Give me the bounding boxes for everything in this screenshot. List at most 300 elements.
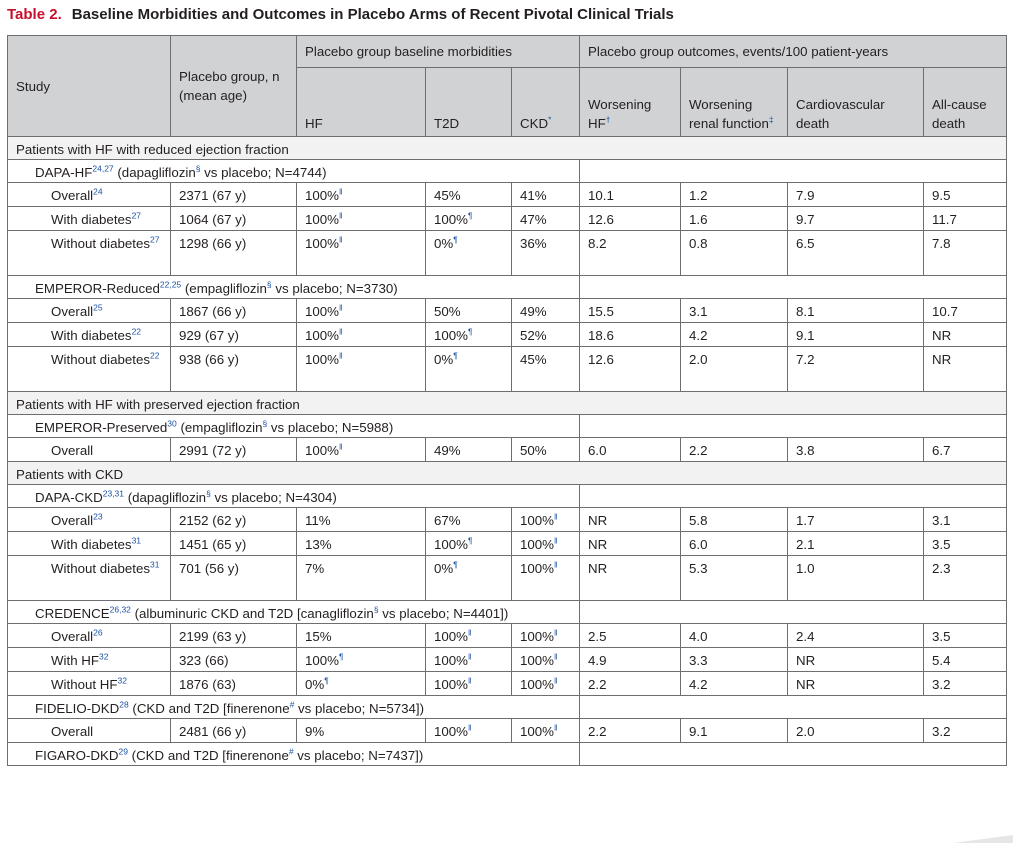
cell-cv-death: 1.7 — [788, 508, 924, 532]
header-outcomes: Placebo group outcomes, events/100 patient-years — [580, 36, 1007, 68]
table-row — [8, 648, 1007, 672]
cell-hf-footnote: ‖ — [339, 326, 343, 337]
trial-row — [8, 696, 1007, 719]
header-row-1 — [8, 36, 1007, 68]
cell-hf — [297, 648, 426, 672]
subgroup-ref: 27 — [131, 210, 142, 221]
cell-cv-death: 1.0 — [788, 556, 924, 601]
trial-description: (empagliflozin — [180, 420, 263, 435]
cell-placebo-n: 2152 (62 y) — [171, 508, 297, 532]
subgroup-label — [8, 231, 171, 276]
header-worsening-hf-label: Worsening HF — [588, 97, 652, 131]
cell-ckd-footnote: ‖ — [554, 559, 558, 570]
trial-description: (albuminuric CKD and T2D [canagliflozin — [134, 606, 374, 621]
trial-row — [8, 160, 1007, 183]
table-row — [8, 719, 1007, 743]
trial-row-empty-cell — [580, 743, 1007, 766]
cell-hf-value: 100% — [305, 212, 340, 227]
trial-row — [8, 485, 1007, 508]
cell-t2d-footnote: ¶ — [468, 210, 473, 221]
trial-label — [8, 276, 580, 299]
table-row — [8, 231, 1007, 276]
cell-hf-footnote: ‖ — [339, 234, 343, 245]
cell-all-cause-death: 6.7 — [924, 438, 1007, 462]
cell-ckd — [512, 438, 580, 462]
cell-t2d — [426, 207, 512, 231]
cell-hf-value: 7% — [305, 561, 325, 576]
cell-worsening-hf: 18.6 — [580, 323, 681, 347]
trial-description: (dapagliflozin — [127, 490, 207, 505]
cell-placebo-n: 938 (66 y) — [171, 347, 297, 392]
cell-hf-footnote: ¶ — [339, 651, 344, 662]
table-row — [8, 207, 1007, 231]
cell-worsening-hf: 15.5 — [580, 299, 681, 323]
subgroup-ref: 23 — [93, 511, 103, 522]
cell-all-cause-death: 9.5 — [924, 183, 1007, 207]
cell-t2d — [426, 532, 512, 556]
cell-cv-death: 2.0 — [788, 719, 924, 743]
cell-ckd — [512, 207, 580, 231]
trial-refs: 26,32 — [109, 604, 131, 615]
trial-description: (CKD and T2D [finerenone — [132, 701, 290, 716]
header-worsening-hf-footnote: † — [605, 114, 611, 125]
subgroup-label — [8, 672, 171, 696]
cell-ckd-value: 50% — [520, 443, 547, 458]
cell-worsening-hf: 10.1 — [580, 183, 681, 207]
cell-hf-footnote: ‖ — [339, 441, 343, 452]
cell-all-cause-death: 3.2 — [924, 672, 1007, 696]
cell-placebo-n: 323 (66) — [171, 648, 297, 672]
table-row — [8, 183, 1007, 207]
cell-t2d-value: 50% — [434, 304, 461, 319]
cell-t2d-footnote: ‖ — [468, 627, 472, 638]
cell-ckd-value: 52% — [520, 328, 547, 343]
cell-hf-footnote: ‖ — [339, 350, 343, 361]
trial-label — [8, 696, 580, 719]
trial-refs: 24,27 — [92, 163, 114, 174]
cell-t2d — [426, 719, 512, 743]
cell-worsening-hf: 6.0 — [580, 438, 681, 462]
trial-description: (dapagliflozin — [117, 165, 196, 180]
subgroup-label — [8, 183, 171, 207]
cell-placebo-n: 1064 (67 y) — [171, 207, 297, 231]
cell-t2d — [426, 556, 512, 601]
cell-hf-value: 100% — [305, 653, 340, 668]
cell-t2d-footnote: ¶ — [468, 535, 473, 546]
trial-refs: 30 — [167, 418, 177, 429]
cell-worsening-renal: 2.0 — [681, 347, 788, 392]
subgroup-name: Overall — [51, 188, 94, 203]
subgroup-name: With diabetes — [51, 537, 132, 552]
table-row — [8, 672, 1007, 696]
subgroup-label — [8, 532, 171, 556]
trial-description: (empagliflozin — [184, 281, 267, 296]
trial-description: (CKD and T2D [finerenone — [131, 748, 289, 763]
subgroup-ref: 22 — [150, 350, 160, 361]
cell-hf-footnote: ‖ — [339, 302, 343, 313]
table-row — [8, 556, 1007, 601]
cell-hf-value: 15% — [305, 629, 332, 644]
cell-hf-value: 11% — [305, 513, 331, 528]
cell-placebo-n: 1451 (65 y) — [171, 532, 297, 556]
cell-t2d-value: 100% — [434, 724, 469, 739]
cell-worsening-hf: 12.6 — [580, 347, 681, 392]
cell-worsening-renal: 5.3 — [681, 556, 788, 601]
cell-hf-footnote: ‖ — [339, 186, 343, 197]
cell-cv-death: 2.4 — [788, 624, 924, 648]
subgroup-ref: 27 — [150, 234, 160, 245]
table-caption — [7, 6, 674, 23]
cell-all-cause-death: 3.5 — [924, 624, 1007, 648]
table-row — [8, 624, 1007, 648]
cell-t2d-value: 67% — [434, 513, 461, 528]
cell-placebo-n: 701 (56 y) — [171, 556, 297, 601]
cell-placebo-n: 2199 (63 y) — [171, 624, 297, 648]
trial-description-end: vs placebo; N=5988) — [267, 420, 394, 435]
cell-placebo-n: 2481 (66 y) — [171, 719, 297, 743]
cell-ckd-value: 100% — [520, 561, 555, 576]
header-worsening-renal — [681, 68, 788, 137]
subgroup-name: Overall — [51, 513, 94, 528]
header-cv-death: Cardiovascular death — [788, 68, 924, 137]
cell-all-cause-death: 11.7 — [924, 207, 1007, 231]
cell-ckd — [512, 532, 580, 556]
cell-worsening-hf: 2.2 — [580, 719, 681, 743]
trial-description-end: vs placebo; N=4304) — [210, 490, 337, 505]
cell-worsening-renal: 1.6 — [681, 207, 788, 231]
cell-ckd-footnote: ‖ — [554, 511, 558, 522]
subgroup-label — [8, 556, 171, 601]
cell-worsening-hf: NR — [580, 532, 681, 556]
trial-row — [8, 415, 1007, 438]
subgroup-ref: 22 — [131, 326, 142, 337]
cell-worsening-hf: NR — [580, 556, 681, 601]
cell-t2d-value: 0% — [434, 352, 454, 367]
cell-placebo-n: 1867 (66 y) — [171, 299, 297, 323]
trial-refs: 28 — [119, 699, 129, 710]
cell-ckd-value: 100% — [520, 677, 555, 692]
outcomes-table — [7, 35, 1007, 766]
section-label: Patients with CKD — [8, 462, 1007, 485]
cell-t2d-footnote: ¶ — [453, 350, 458, 361]
cell-t2d — [426, 438, 512, 462]
cell-worsening-hf: 4.9 — [580, 648, 681, 672]
cell-t2d — [426, 299, 512, 323]
subgroup-ref: 31 — [150, 559, 160, 570]
section-label: Patients with HF with reduced ejection fraction — [8, 137, 1007, 160]
cell-worsening-hf: NR — [580, 508, 681, 532]
trial-row-empty-cell — [580, 485, 1007, 508]
cell-hf-footnote: ‖ — [339, 210, 343, 221]
trial-name: EMPEROR-Reduced — [35, 281, 160, 296]
subgroup-name: With diabetes — [51, 328, 132, 343]
cell-ckd-footnote: ‖ — [554, 651, 558, 662]
table-row — [8, 299, 1007, 323]
cell-ckd-footnote: ‖ — [554, 722, 558, 733]
cell-ckd-value: 100% — [520, 629, 555, 644]
subgroup-name: Overall — [51, 724, 94, 739]
trial-drug-footnote: § — [262, 418, 268, 429]
cell-t2d-value: 100% — [434, 653, 469, 668]
subgroup-label — [8, 299, 171, 323]
cell-ckd-footnote: ‖ — [554, 627, 558, 638]
subgroup-ref: 26 — [93, 627, 103, 638]
cell-ckd — [512, 508, 580, 532]
subgroup-name: With diabetes — [51, 212, 132, 227]
cell-worsening-hf: 2.5 — [580, 624, 681, 648]
cell-ckd-value: 100% — [520, 513, 555, 528]
cell-worsening-hf: 2.2 — [580, 672, 681, 696]
subgroup-name: Without diabetes — [51, 352, 151, 367]
trial-name: FIDELIO-DKD — [35, 701, 120, 716]
cell-cv-death: NR — [788, 648, 924, 672]
cell-ckd — [512, 719, 580, 743]
trial-label — [8, 601, 580, 624]
cell-cv-death: 8.1 — [788, 299, 924, 323]
cell-t2d — [426, 508, 512, 532]
cell-hf-value: 9% — [305, 724, 325, 739]
cell-ckd — [512, 231, 580, 276]
cell-t2d-value: 100% — [434, 629, 469, 644]
subgroup-name: Overall — [51, 629, 94, 644]
header-worsening-hf — [580, 68, 681, 137]
cell-t2d — [426, 231, 512, 276]
cell-worsening-hf: 8.2 — [580, 231, 681, 276]
cell-t2d-footnote: ¶ — [453, 559, 458, 570]
cell-t2d-value: 49% — [434, 443, 461, 458]
cell-cv-death: 9.7 — [788, 207, 924, 231]
table-row — [8, 508, 1007, 532]
trial-label — [8, 415, 580, 438]
subgroup-name: With HF — [51, 653, 100, 668]
cell-all-cause-death: 3.2 — [924, 719, 1007, 743]
cell-hf-value: 13% — [305, 537, 332, 552]
header-baseline-morbidities: Placebo group baseline morbidities — [297, 36, 580, 68]
cell-worsening-renal: 5.8 — [681, 508, 788, 532]
cell-ckd-footnote: ‖ — [554, 675, 558, 686]
cell-cv-death: 7.2 — [788, 347, 924, 392]
cell-hf — [297, 207, 426, 231]
cell-placebo-n: 2371 (67 y) — [171, 183, 297, 207]
subgroup-label — [8, 323, 171, 347]
header-ckd — [512, 68, 580, 137]
trial-label — [8, 485, 580, 508]
cell-ckd-value: 100% — [520, 724, 555, 739]
section-row — [8, 462, 1007, 485]
cell-hf — [297, 438, 426, 462]
cell-t2d — [426, 323, 512, 347]
trial-row — [8, 743, 1007, 766]
trial-drug-footnote: § — [266, 279, 272, 290]
cell-hf-footnote: ¶ — [324, 675, 329, 686]
subgroup-name: Without diabetes — [51, 236, 151, 251]
cell-hf — [297, 323, 426, 347]
subgroup-name: Overall — [51, 443, 94, 458]
cell-hf — [297, 299, 426, 323]
cell-hf — [297, 231, 426, 276]
cell-placebo-n: 1298 (66 y) — [171, 231, 297, 276]
header-study: Study — [8, 36, 171, 137]
cell-cv-death: 9.1 — [788, 323, 924, 347]
cell-ckd-value: 100% — [520, 537, 555, 552]
table-row — [8, 532, 1007, 556]
trial-label — [8, 160, 580, 183]
cell-cv-death: NR — [788, 672, 924, 696]
subgroup-label — [8, 648, 171, 672]
cell-worsening-renal: 4.2 — [681, 672, 788, 696]
cell-t2d-value: 100% — [434, 677, 469, 692]
trial-description-end: vs placebo; N=4744) — [200, 165, 327, 180]
cell-hf — [297, 556, 426, 601]
cell-t2d-footnote: ¶ — [453, 234, 458, 245]
cell-hf-value: 100% — [305, 352, 340, 367]
subgroup-name: Without diabetes — [51, 561, 151, 576]
trial-description-end: vs placebo; N=7437]) — [293, 748, 424, 763]
cell-worsening-renal: 4.2 — [681, 323, 788, 347]
cell-all-cause-death: 3.5 — [924, 532, 1007, 556]
cell-ckd-value: 41% — [520, 188, 547, 203]
header-ckd-label: CKD — [520, 116, 549, 131]
cell-t2d — [426, 624, 512, 648]
cell-hf — [297, 672, 426, 696]
trial-row — [8, 276, 1007, 299]
table-row — [8, 438, 1007, 462]
cell-hf-value: 100% — [305, 236, 340, 251]
subgroup-label — [8, 508, 171, 532]
subgroup-label — [8, 207, 171, 231]
cell-all-cause-death: 3.1 — [924, 508, 1007, 532]
trial-row-empty-cell — [580, 601, 1007, 624]
cell-placebo-n: 2991 (72 y) — [171, 438, 297, 462]
trial-refs: 22,25 — [159, 279, 182, 290]
table-row — [8, 323, 1007, 347]
cell-hf-value: 100% — [305, 304, 340, 319]
cell-hf-value: 100% — [305, 188, 340, 203]
cell-ckd-value: 45% — [520, 352, 547, 367]
cell-worsening-renal: 4.0 — [681, 624, 788, 648]
trial-row-empty-cell — [580, 696, 1007, 719]
cell-ckd — [512, 347, 580, 392]
subgroup-label — [8, 624, 171, 648]
cell-ckd — [512, 183, 580, 207]
cell-ckd — [512, 624, 580, 648]
cell-worsening-renal: 3.1 — [681, 299, 788, 323]
cell-all-cause-death: 7.8 — [924, 231, 1007, 276]
cell-all-cause-death: NR — [924, 347, 1007, 392]
cell-hf-value: 100% — [305, 328, 340, 343]
cell-worsening-renal: 3.3 — [681, 648, 788, 672]
header-t2d: T2D — [426, 68, 512, 137]
cell-cv-death: 7.9 — [788, 183, 924, 207]
trial-row-empty-cell — [580, 415, 1007, 438]
subgroup-ref: 32 — [117, 675, 127, 686]
cell-ckd — [512, 672, 580, 696]
header-placebo-group: Placebo group, n (mean age) — [171, 36, 297, 137]
trial-name: CREDENCE — [35, 606, 110, 621]
header-worsening-renal-label: Worsening renal function — [689, 97, 769, 131]
cell-t2d-footnote: ¶ — [468, 326, 473, 337]
subgroup-label — [8, 438, 171, 462]
cell-ckd — [512, 299, 580, 323]
cell-placebo-n: 1876 (63) — [171, 672, 297, 696]
cell-hf — [297, 508, 426, 532]
cell-ckd — [512, 323, 580, 347]
trial-name: DAPA-HF — [35, 165, 93, 180]
trial-drug-footnote: # — [289, 699, 295, 710]
header-worsening-renal-footnote: ‡ — [768, 114, 774, 125]
table-title: Baseline Morbidities and Outcomes in Placebo Arms of Recent Pivotal Clinical Trials — [71, 6, 674, 23]
cell-t2d — [426, 183, 512, 207]
trial-drug-footnote: § — [206, 488, 211, 499]
cell-all-cause-death: 2.3 — [924, 556, 1007, 601]
subgroup-ref: 32 — [99, 651, 109, 662]
cell-cv-death: 3.8 — [788, 438, 924, 462]
trial-row-empty-cell — [580, 160, 1007, 183]
cell-t2d-footnote: ‖ — [468, 651, 472, 662]
subgroup-name: Overall — [51, 304, 94, 319]
cell-placebo-n: 929 (67 y) — [171, 323, 297, 347]
cell-worsening-renal: 9.1 — [681, 719, 788, 743]
cell-t2d-value: 0% — [434, 236, 454, 251]
trial-refs: 29 — [118, 746, 128, 757]
trial-row-empty-cell — [580, 276, 1007, 299]
trial-description-end: vs placebo; N=3730) — [271, 281, 398, 296]
trial-name: FIGARO-DKD — [35, 748, 119, 763]
subgroup-ref: 25 — [93, 302, 103, 313]
trial-refs: 23,31 — [102, 488, 125, 499]
cell-hf-value: 100% — [305, 443, 340, 458]
trial-name: DAPA-CKD — [35, 490, 103, 505]
cell-worsening-hf: 12.6 — [580, 207, 681, 231]
cell-ckd-footnote: ‖ — [554, 535, 558, 546]
subgroup-label — [8, 347, 171, 392]
section-row — [8, 392, 1007, 415]
cell-cv-death: 2.1 — [788, 532, 924, 556]
cell-t2d-footnote: ‖ — [468, 675, 472, 686]
subgroup-label — [8, 719, 171, 743]
header-ckd-footnote: * — [548, 114, 552, 125]
cell-ckd-value: 36% — [520, 236, 547, 251]
cell-hf — [297, 183, 426, 207]
cell-hf — [297, 532, 426, 556]
header-all-cause-death: All-cause death — [924, 68, 1007, 137]
cell-t2d-value: 0% — [434, 561, 454, 576]
section-row — [8, 137, 1007, 160]
trial-name: EMPEROR-Preserved — [35, 420, 168, 435]
subgroup-ref: 24 — [93, 186, 103, 197]
cell-ckd — [512, 556, 580, 601]
cell-t2d-value: 100% — [434, 328, 469, 343]
page-curl-decoration — [953, 835, 1013, 843]
cell-cv-death: 6.5 — [788, 231, 924, 276]
cell-t2d — [426, 347, 512, 392]
cell-t2d — [426, 672, 512, 696]
cell-ckd-value: 47% — [520, 212, 547, 227]
cell-t2d — [426, 648, 512, 672]
cell-hf — [297, 719, 426, 743]
subgroup-name: Without HF — [51, 677, 118, 692]
cell-ckd-value: 100% — [520, 653, 555, 668]
cell-all-cause-death: NR — [924, 323, 1007, 347]
subgroup-ref: 31 — [131, 535, 142, 546]
section-label: Patients with HF with preserved ejection fraction — [8, 392, 1007, 415]
cell-all-cause-death: 5.4 — [924, 648, 1007, 672]
cell-t2d-value: 45% — [434, 188, 461, 203]
cell-hf-value: 0% — [305, 677, 325, 692]
header-hf: HF — [297, 68, 426, 137]
cell-t2d-value: 100% — [434, 537, 469, 552]
trial-drug-footnote: # — [288, 746, 294, 757]
